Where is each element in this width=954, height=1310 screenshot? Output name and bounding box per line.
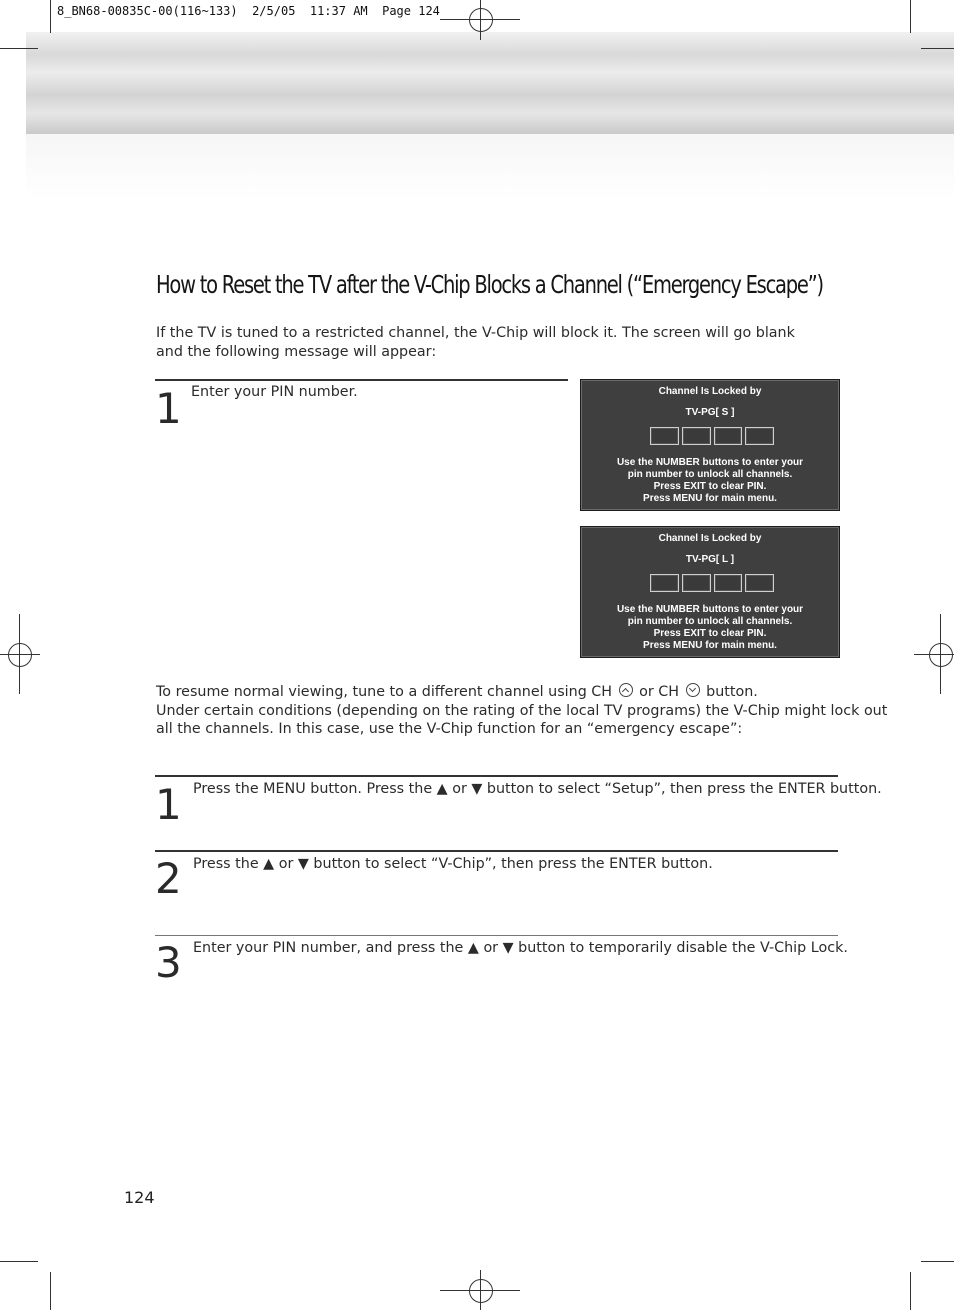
registration-mark-right	[914, 614, 954, 694]
resume-line-3: all the channels. In this case, use the V-Chip function for an “emergency escape”:	[156, 721, 743, 737]
osd-heading: Channel Is Locked by	[658, 533, 762, 544]
step-text-3: Enter your PIN number, and press the ▲ or ▼ button to temporarily disable the V-Chip Lock.	[193, 940, 848, 956]
osd-instruction-line: Press EXIT to clear PIN.	[653, 628, 767, 639]
crop-mark-top-left-h	[0, 48, 38, 49]
crop-mark-bottom-right-v	[910, 1272, 911, 1310]
header-banner	[26, 32, 954, 134]
step-text-top: Enter your PIN number.	[191, 384, 358, 400]
pin-box	[650, 574, 679, 592]
page-title: How to Reset the TV after the V-Chip Blocks a Channel (“Emergency Escape”)	[156, 270, 823, 299]
crop-mark-bottom-right-h	[921, 1261, 954, 1262]
crop-mark-bottom-left-v	[50, 1272, 51, 1310]
crop-mark-top-right-v	[910, 0, 911, 33]
step-divider-top	[155, 379, 568, 381]
step-divider-3	[155, 935, 838, 936]
pin-box	[745, 427, 774, 445]
osd-rating: TV-PG[ S ]	[685, 407, 735, 418]
osd-locked-screen-2	[580, 526, 840, 658]
resume-paragraph	[156, 683, 888, 739]
channel-up-icon	[619, 683, 633, 697]
header-banner-fade	[26, 134, 954, 200]
print-slug: 8_BN68-00835C-00(116~133) 2/5/05 11:37 AM Page 124	[57, 4, 440, 18]
registration-mark-top	[440, 0, 520, 40]
step-divider-2	[155, 850, 838, 852]
osd-instruction-line: Press EXIT to clear PIN.	[653, 481, 767, 492]
step-number-3: 3	[155, 938, 182, 987]
osd-locked-screen-1	[580, 379, 840, 511]
pin-box	[745, 574, 774, 592]
pin-box	[682, 427, 711, 445]
osd-heading: Channel Is Locked by	[658, 386, 762, 397]
crop-mark-top-left-v	[50, 0, 51, 33]
intro-paragraph: If the TV is tuned to a restricted channel, the V-Chip will block it. The screen will go blank and the following message will appear:	[156, 325, 795, 360]
osd-instruction-line: Use the NUMBER buttons to enter your	[616, 457, 804, 468]
channel-down-icon	[686, 683, 700, 697]
step-divider-1	[155, 775, 838, 777]
crop-mark-bottom-left-h	[0, 1261, 38, 1262]
step-number-1: 1	[155, 780, 182, 829]
pin-entry-boxes	[650, 574, 774, 592]
registration-mark-left	[0, 614, 40, 694]
page-number: 124	[124, 1188, 155, 1207]
registration-mark-bottom	[440, 1270, 520, 1310]
pin-entry-boxes	[650, 427, 774, 445]
pin-box	[650, 427, 679, 445]
osd-instruction-line: Press MENU for main menu.	[643, 493, 777, 504]
osd-rating: TV-PG[ L ]	[685, 554, 735, 565]
resume-line-2: Under certain conditions (depending on the rating of the local TV programs) the V-Chip might lock out	[156, 702, 888, 719]
osd-instruction-line: Use the NUMBER buttons to enter your	[616, 604, 804, 615]
step-number-top: 1	[155, 384, 182, 433]
osd-instruction-line: pin number to unlock all channels.	[627, 616, 793, 627]
step-text-1: Press the MENU button. Press the ▲ or ▼ button to select “Setup”, then press the ENTER button.	[193, 781, 882, 797]
step-text-2: Press the ▲ or ▼ button to select “V-Chip”, then press the ENTER button.	[193, 856, 713, 872]
pin-box	[682, 574, 711, 592]
resume-line-1: To resume normal viewing, tune to a different channel using CH or CH button.	[156, 684, 758, 700]
pin-box	[714, 574, 743, 592]
osd-instruction-line: Press MENU for main menu.	[643, 640, 777, 651]
step-number-2: 2	[155, 854, 182, 903]
crop-mark-top-right-h	[921, 48, 954, 49]
osd-instruction-line: pin number to unlock all channels.	[627, 469, 793, 480]
pin-box	[714, 427, 743, 445]
